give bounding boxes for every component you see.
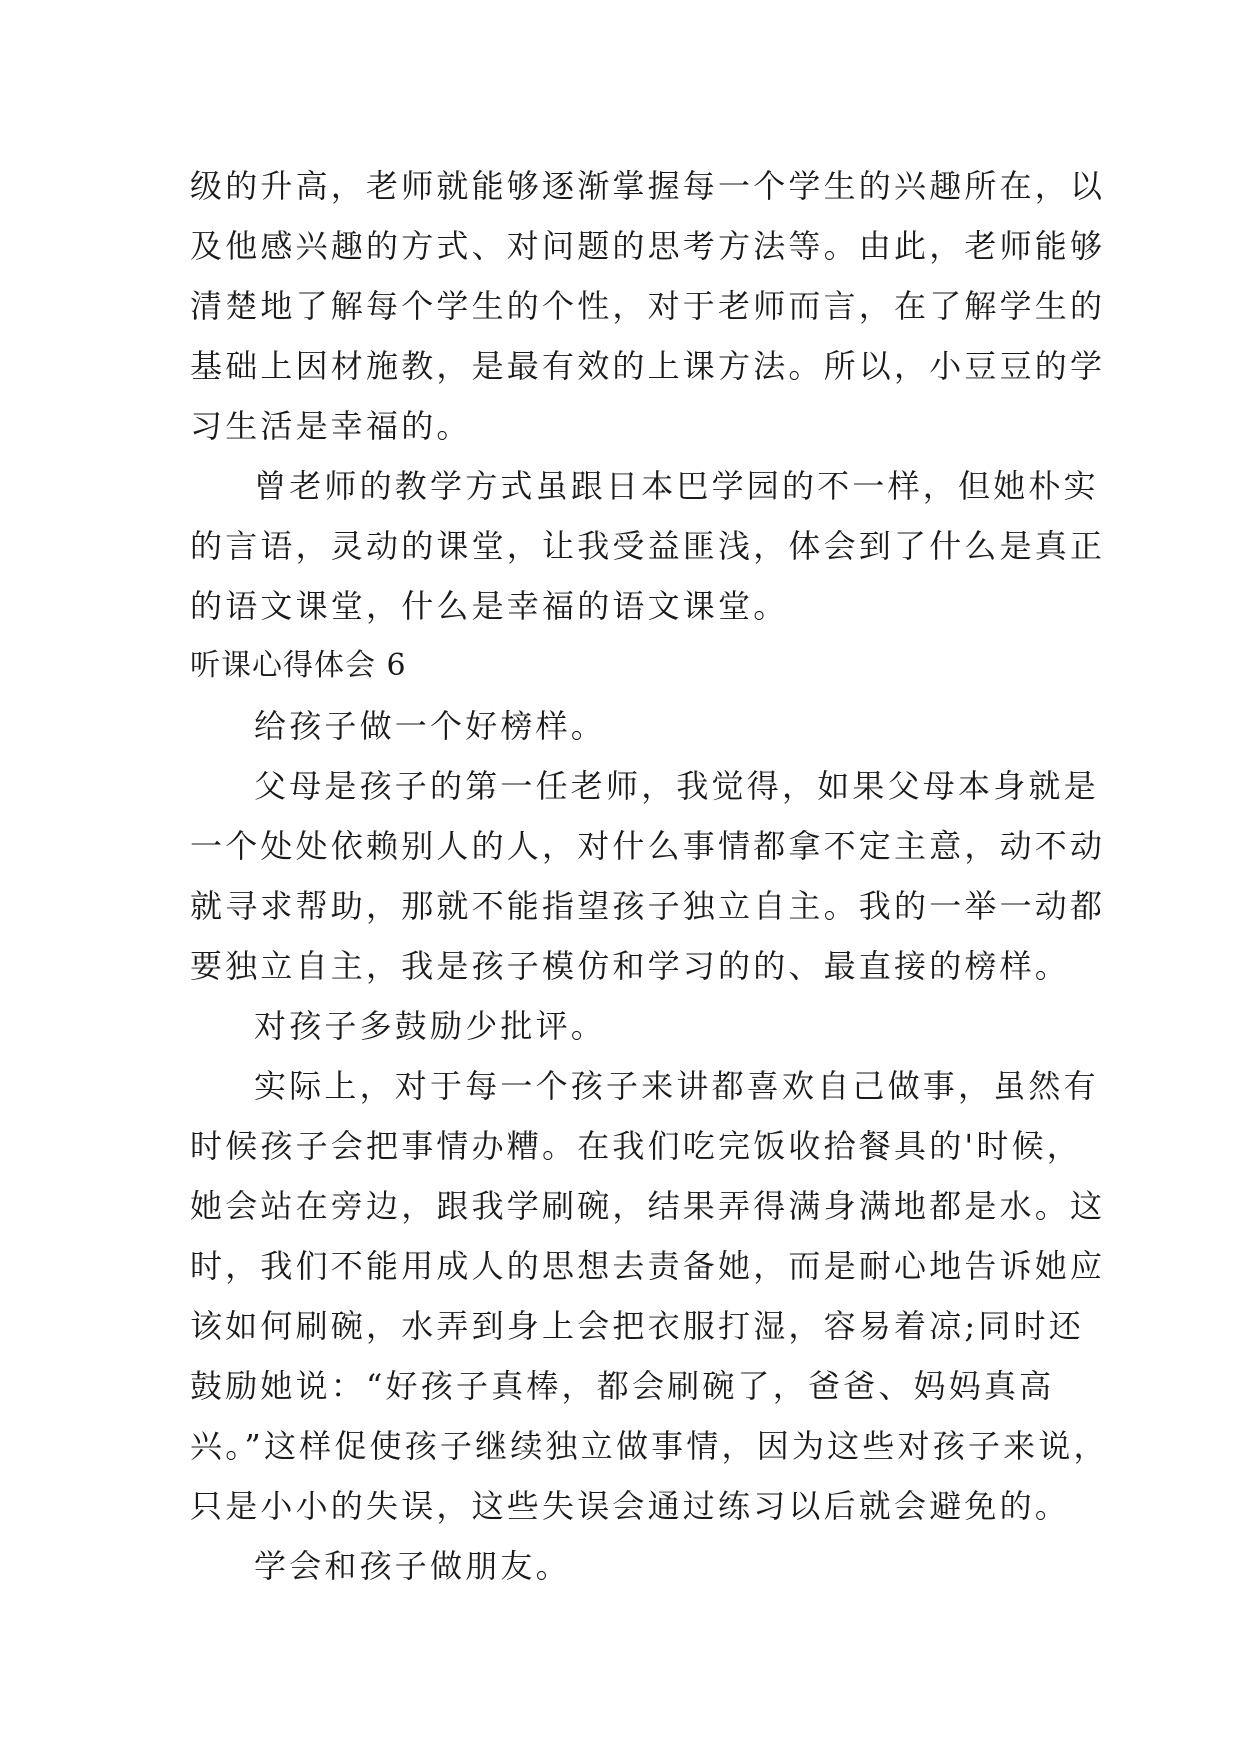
paragraph bbox=[190, 696, 1060, 756]
text-line: 一个处处依赖别人的人，对什么事情都拿不定主意，动不动 bbox=[190, 827, 1106, 865]
text-line: 实际上，对于每一个孩子来讲都喜欢自己做事，虽然有 bbox=[254, 1067, 1099, 1105]
text-line: 要独立自主，我是孩子模仿和学习的的、最直接的榜样。 bbox=[190, 947, 1071, 985]
text-line: 级的升高，老师就能够逐渐掌握每一个学生的兴趣所在，以 bbox=[190, 167, 1106, 205]
paragraph bbox=[190, 756, 1106, 996]
text-line: 她会站在旁边，跟我学刷碗，结果弄得满身满地都是水。这 bbox=[190, 1187, 1106, 1225]
section-heading: 听课心得体会 6 bbox=[190, 648, 407, 683]
text-line: 曾老师的教学方式虽跟日本巴学园的不一样，但她朴实 bbox=[254, 467, 1099, 505]
text-line: 鼓励她说：“好孩子真棒，都会刷碗了，爸爸、妈妈真高 bbox=[190, 1367, 1055, 1405]
text-line: 该如何刷碗，水弄到身上会把衣服打湿，容易着凉;同时还 bbox=[190, 1307, 1084, 1345]
paragraph bbox=[190, 1536, 1060, 1596]
text-line: 对孩子多鼓励少批评。 bbox=[254, 1007, 607, 1045]
paragraph bbox=[190, 156, 1106, 456]
text-line: 的言语，灵动的课堂，让我受益匪浅，体会到了什么是真正 bbox=[190, 527, 1106, 565]
text-line: 时，我们不能用成人的思想去责备她，而是耐心地告诉她应 bbox=[190, 1247, 1106, 1285]
text-line: 给孩子做一个好榜样。 bbox=[254, 707, 607, 745]
text-line: 兴。”这样促使孩子继续独立做事情，因为这些对孩子来说， bbox=[190, 1427, 1109, 1465]
text-line: 学会和孩子做朋友。 bbox=[254, 1547, 571, 1585]
paragraph bbox=[190, 1056, 1109, 1536]
text-line: 的语文课堂，什么是幸福的语文课堂。 bbox=[190, 587, 789, 625]
paragraph bbox=[190, 996, 1060, 1056]
text-line: 清楚地了解每个学生的个性，对于老师而言，在了解学生的 bbox=[190, 287, 1106, 325]
paragraph bbox=[190, 456, 1106, 636]
text-line: 只是小小的失误，这些失误会通过练习以后就会避免的。 bbox=[190, 1487, 1071, 1525]
text-line: 时候孩子会把事情办糟。在我们吃完饭收拾餐具的'时候， bbox=[190, 1127, 1082, 1165]
text-line: 父母是孩子的第一任老师，我觉得，如果父母本身就是 bbox=[254, 767, 1099, 805]
text-line: 基础上因材施教，是最有效的上课方法。所以，小豆豆的学 bbox=[190, 347, 1106, 385]
document-page bbox=[190, 156, 1109, 1596]
text-line: 习生活是幸福的。 bbox=[190, 407, 472, 445]
text-line: 及他感兴趣的方式、对问题的思考方法等。由此，老师能够 bbox=[190, 227, 1106, 265]
text-line: 就寻求帮助，那就不能指望孩子独立自主。我的一举一动都 bbox=[190, 887, 1106, 925]
